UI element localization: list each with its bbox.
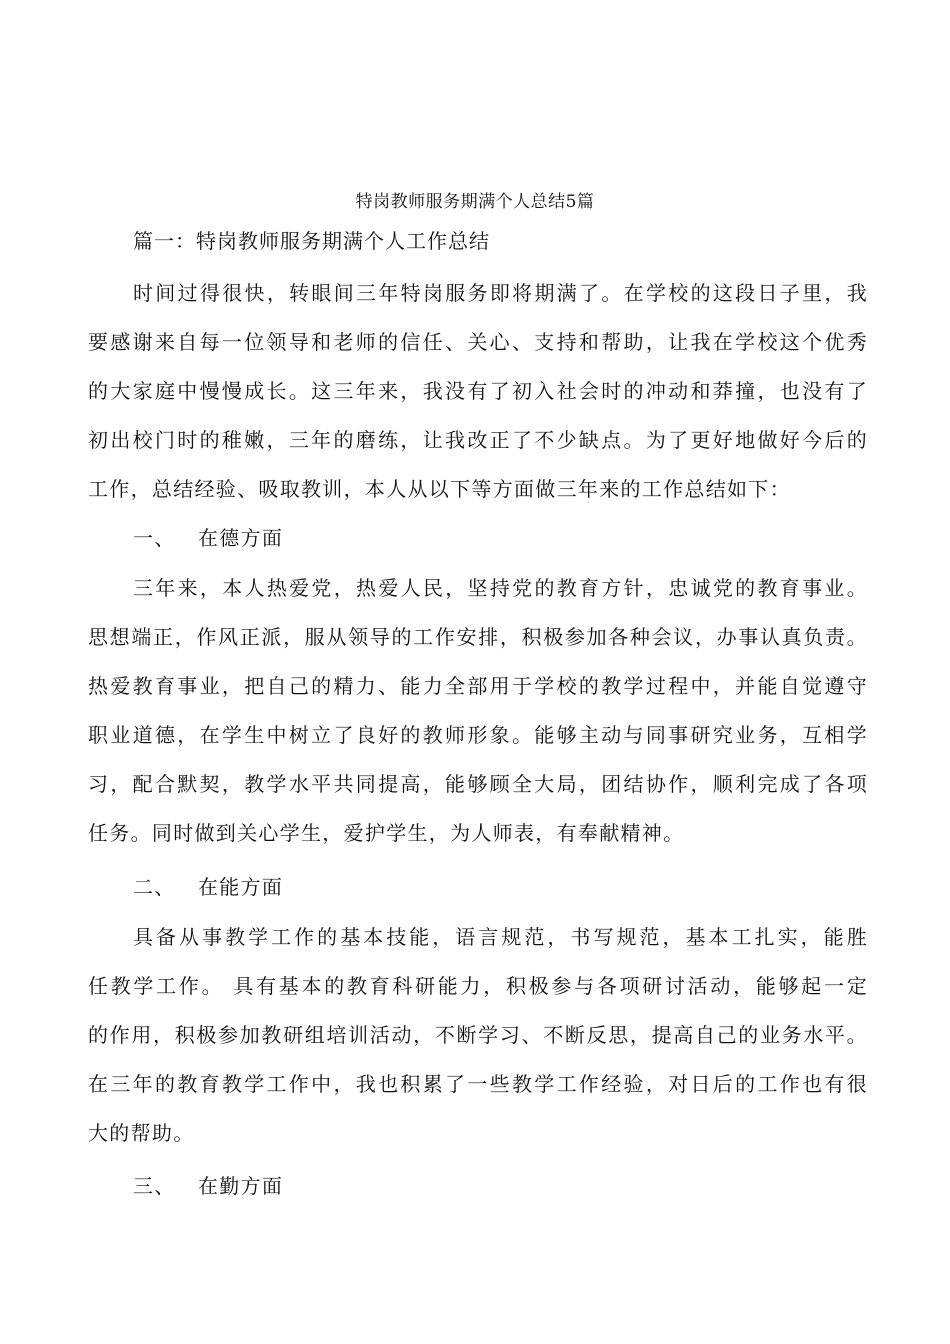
- section-title: 篇一：特岗教师服务期满个人工作总结: [133, 229, 490, 253]
- heading-number: 一、: [133, 526, 176, 550]
- para-line: 具备从事教学工作的基本技能，语言规范，书写规范，基本工扎实，能胜: [133, 925, 868, 949]
- document-title: 特岗教师服务期满个人总结5篇: [355, 192, 595, 212]
- intro-line: 时间过得很快，转眼间三年特岗服务即将期满了。在学校的这段日子里，我: [133, 281, 868, 305]
- intro-line: 要感谢来自每一位领导和老师的信任、关心、支持和帮助，让我在学校这个优秀: [88, 330, 868, 354]
- para-line: 职业道德，在学生中树立了良好的教师形象。能够主动与同事研究业务，互相学: [88, 723, 868, 747]
- para-line: 习，配合默契，教学水平共同提高，能够顾全大局，团结协作，顺利完成了各项: [88, 772, 868, 796]
- para-line: 思想端正，作风正派，服从领导的工作安排，积极参加各种会议，办事认真负责。: [88, 625, 868, 649]
- intro-line: 工作，总结经验、吸取教训，本人从以下等方面做三年来的工作总结如下：: [88, 477, 791, 501]
- heading-text: 在德方面: [198, 526, 284, 550]
- heading-qin: [133, 1171, 283, 1201]
- heading-text: 在勤方面: [198, 1174, 284, 1198]
- para-line: 热爱教育事业，把自己的精力、能力全部用于学校的教学过程中，并能自觉遵守: [88, 674, 868, 698]
- para-line: 任教学工作。 具有基本的教育科研能力，积极参与各项研讨活动，能够起一定: [88, 974, 868, 998]
- heading-number: 三、: [133, 1174, 176, 1198]
- para-line: 三年来，本人热爱党，热爱人民，坚持党的教育方针，忠诚党的教育事业。: [133, 576, 868, 600]
- para-line: 在三年的教育教学工作中，我也积累了一些教学工作经验，对日后的工作也有很: [88, 1072, 868, 1096]
- heading-de: [133, 523, 283, 553]
- para-line: 大的帮助。: [88, 1121, 195, 1145]
- para-line: 的作用，积极参加教研组培训活动，不断学习、不断反思，提高自己的业务水平。: [88, 1023, 868, 1047]
- para-line: 任务。同时做到关心学生，爱护学生，为人师表，有奉献精神。: [88, 821, 685, 845]
- intro-line: 初出校门时的稚嫩，三年的磨练，让我改正了不少缺点。为了更好地做好今后的: [88, 428, 868, 452]
- heading-text: 在能方面: [198, 875, 284, 899]
- intro-line: 的大家庭中慢慢成长。这三年来，我没有了初入社会时的冲动和莽撞，也没有了: [88, 379, 868, 403]
- heading-number: 二、: [133, 875, 176, 899]
- heading-neng: [133, 872, 283, 902]
